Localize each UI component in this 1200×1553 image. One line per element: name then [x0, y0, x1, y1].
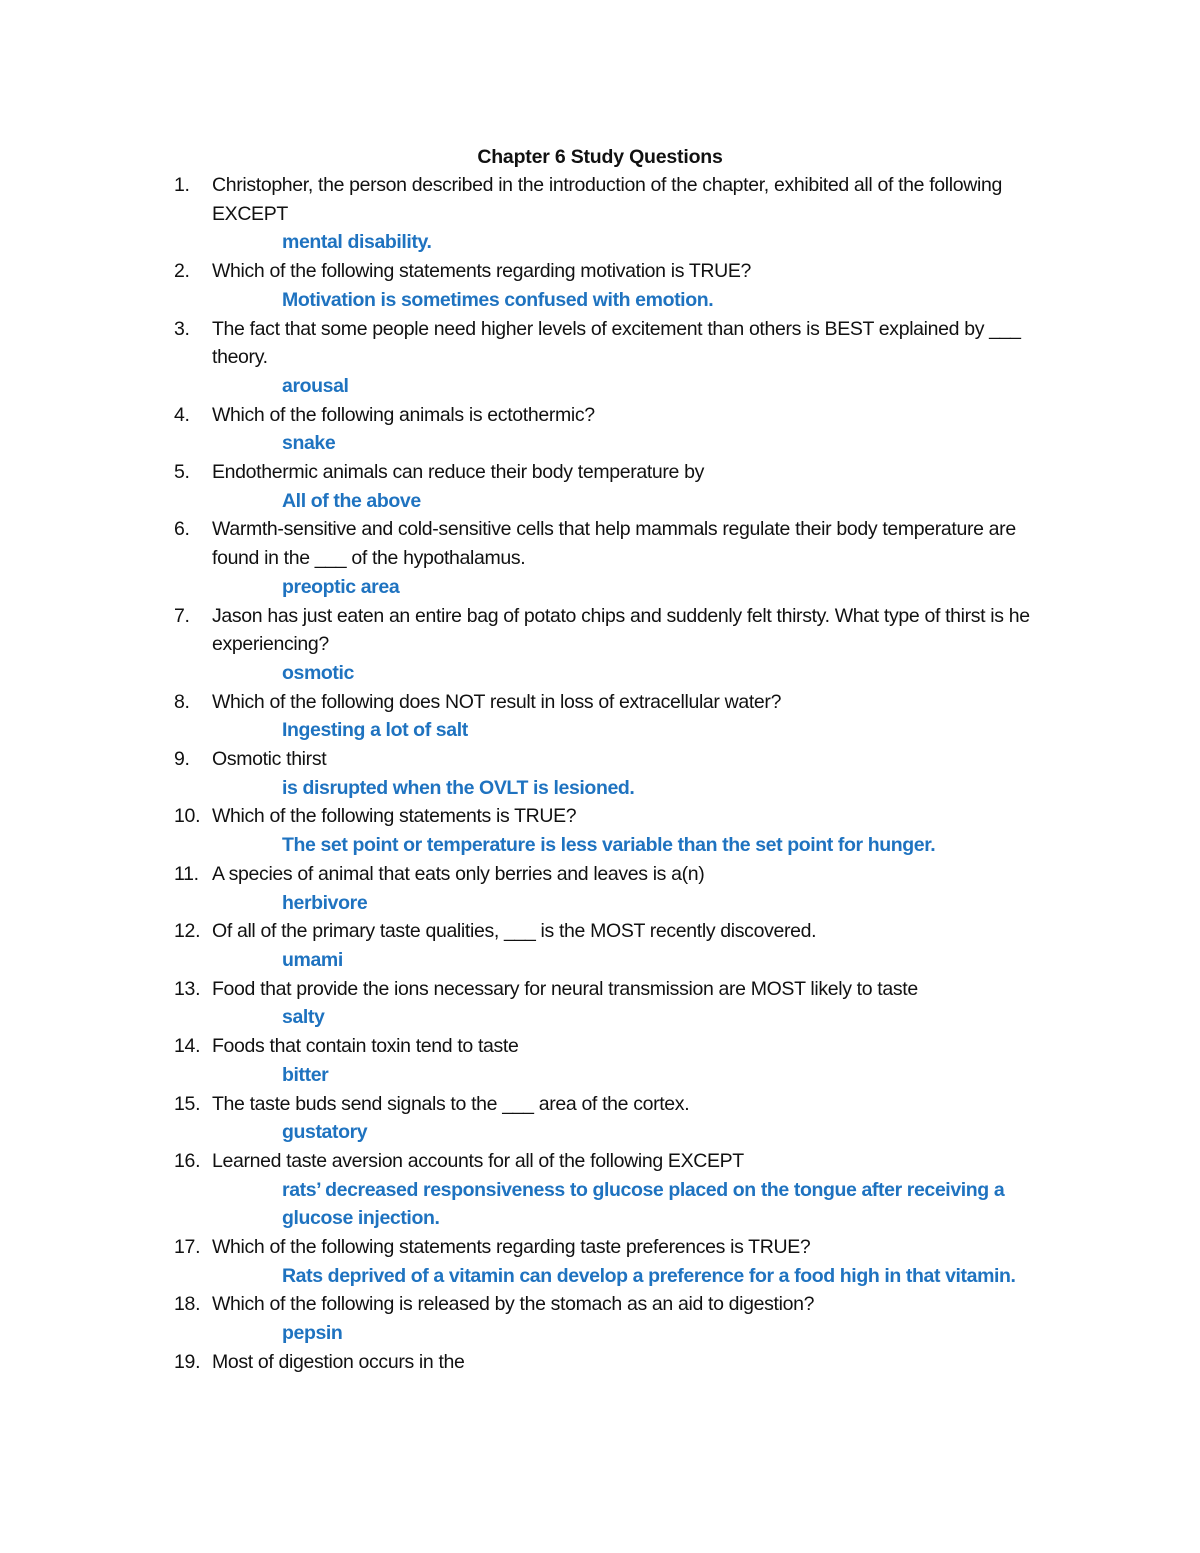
question-number: 10. — [174, 805, 201, 828]
question-number: 4. — [174, 403, 190, 426]
question-item — [174, 602, 1074, 688]
question-line — [174, 917, 1074, 946]
answer-text: bitter — [282, 1063, 329, 1086]
question-line — [174, 860, 1074, 889]
answer-text: herbivore — [282, 891, 368, 914]
question-text: Most of digestion occurs in the — [212, 1350, 465, 1373]
question-item — [174, 860, 1074, 917]
answer-text: salty — [282, 1006, 325, 1029]
question-number: 12. — [174, 920, 201, 943]
question-text: Which of the following statements is TRUE? — [212, 805, 577, 828]
answer-text: Rats deprived of a vitamin can develop a preference for a food high in that vitamin. — [282, 1264, 1016, 1287]
question-number: 19. — [174, 1350, 201, 1373]
question-item — [174, 171, 1074, 257]
question-line — [174, 802, 1074, 831]
question-number: 15. — [174, 1092, 201, 1115]
question-item — [174, 257, 1074, 314]
question-line — [174, 458, 1074, 487]
question-number: 16. — [174, 1149, 201, 1172]
question-item — [174, 802, 1074, 859]
question-number: 8. — [174, 690, 190, 713]
question-line — [174, 315, 1074, 372]
question-text: The fact that some people need higher levels of excitement than others is BEST explained by ___ theory. — [212, 317, 1026, 369]
question-item — [174, 401, 1074, 458]
question-number: 11. — [174, 862, 199, 885]
question-item — [174, 1032, 1074, 1089]
answer-text: rats’ decreased responsiveness to glucose placed on the tongue after receiving a glucose injection. — [282, 1178, 1010, 1230]
answer-text: pepsin — [282, 1322, 343, 1345]
question-line — [174, 401, 1074, 430]
question-item — [174, 975, 1074, 1032]
question-line — [174, 602, 1074, 659]
answer-text: Motivation is sometimes confused with emotion. — [282, 288, 714, 311]
question-item — [174, 1348, 1074, 1377]
question-line — [174, 745, 1074, 774]
question-text: A species of animal that eats only berries and leaves is a(n) — [212, 862, 705, 885]
question-text: Which of the following animals is ectothermic? — [212, 403, 595, 426]
question-number: 13. — [174, 977, 201, 1000]
answer-text: All of the above — [282, 489, 421, 512]
question-line — [174, 688, 1074, 717]
answer-text: arousal — [282, 374, 349, 397]
question-number: 1. — [174, 174, 190, 196]
question-line — [174, 1147, 1074, 1176]
question-text: Which of the following statements regarding taste preferences is TRUE? — [212, 1236, 811, 1259]
question-item — [174, 315, 1074, 401]
question-text: Endothermic animals can reduce their body temperature by — [212, 461, 704, 484]
answer-text: umami — [282, 948, 343, 971]
question-line — [174, 257, 1074, 286]
question-line — [174, 1348, 1074, 1377]
question-number: 3. — [174, 317, 190, 340]
question-number: 9. — [174, 748, 190, 771]
question-text: Warmth-sensitive and cold-sensitive cells that help mammals regulate their body temperature are found in the ___ of the hypothalamus. — [212, 518, 1021, 570]
question-number: 5. — [174, 461, 190, 484]
answer-text: is disrupted when the OVLT is lesioned. — [282, 776, 635, 799]
question-number: 14. — [174, 1035, 201, 1058]
question-list — [174, 171, 1074, 1377]
question-number: 2. — [174, 260, 190, 283]
question-item — [174, 1147, 1074, 1233]
question-item — [174, 917, 1074, 974]
answer-text: The set point or temperature is less variable than the set point for hunger. — [282, 834, 936, 857]
answer-text: Ingesting a lot of salt — [282, 719, 468, 742]
answer-text: preoptic area — [282, 575, 400, 598]
answer-text: mental disability. — [282, 231, 432, 254]
question-number: 6. — [174, 518, 190, 541]
question-line — [174, 1090, 1074, 1119]
question-line — [174, 171, 1074, 228]
question-text: Of all of the primary taste qualities, ___ is the MOST recently discovered. — [212, 920, 817, 943]
question-text: Which of the following is released by the stomach as an aid to digestion? — [212, 1293, 815, 1316]
question-text: Food that provide the ions necessary for neural transmission are MOST likely to taste — [212, 977, 918, 1000]
question-text: Which of the following statements regarding motivation is TRUE? — [212, 260, 752, 283]
question-item — [174, 688, 1074, 745]
question-item — [174, 458, 1074, 515]
question-text: Osmotic thirst — [212, 748, 327, 771]
question-number: 18. — [174, 1293, 201, 1316]
answer-text: gustatory — [282, 1121, 368, 1144]
question-text: Jason has just eaten an entire bag of potato chips and suddenly felt thirsty. What type of thirst is he experiencing? — [212, 604, 1035, 656]
question-item — [174, 1233, 1074, 1290]
question-item — [174, 1290, 1074, 1347]
question-number: 7. — [174, 604, 190, 627]
question-item — [174, 1090, 1074, 1147]
question-line — [174, 1290, 1074, 1319]
page-title: Chapter 6 Study Questions — [477, 146, 723, 168]
question-text: Learned taste aversion accounts for all of the following EXCEPT — [212, 1149, 744, 1172]
question-item — [174, 745, 1074, 802]
question-text: Which of the following does NOT result in loss of extracellular water? — [212, 690, 782, 713]
question-line — [174, 975, 1074, 1004]
question-number: 17. — [174, 1236, 201, 1259]
question-line — [174, 1032, 1074, 1061]
question-line — [174, 1233, 1074, 1262]
question-text: The taste buds send signals to the ___ area of the cortex. — [212, 1092, 690, 1115]
answer-text: osmotic — [282, 661, 354, 684]
question-text: Christopher, the person described in the introduction of the chapter, exhibited all of the following EXCEPT — [212, 174, 1008, 225]
answer-text: snake — [282, 432, 336, 455]
question-text: Foods that contain toxin tend to taste — [212, 1035, 519, 1058]
question-line — [174, 515, 1074, 572]
question-item — [174, 515, 1074, 601]
